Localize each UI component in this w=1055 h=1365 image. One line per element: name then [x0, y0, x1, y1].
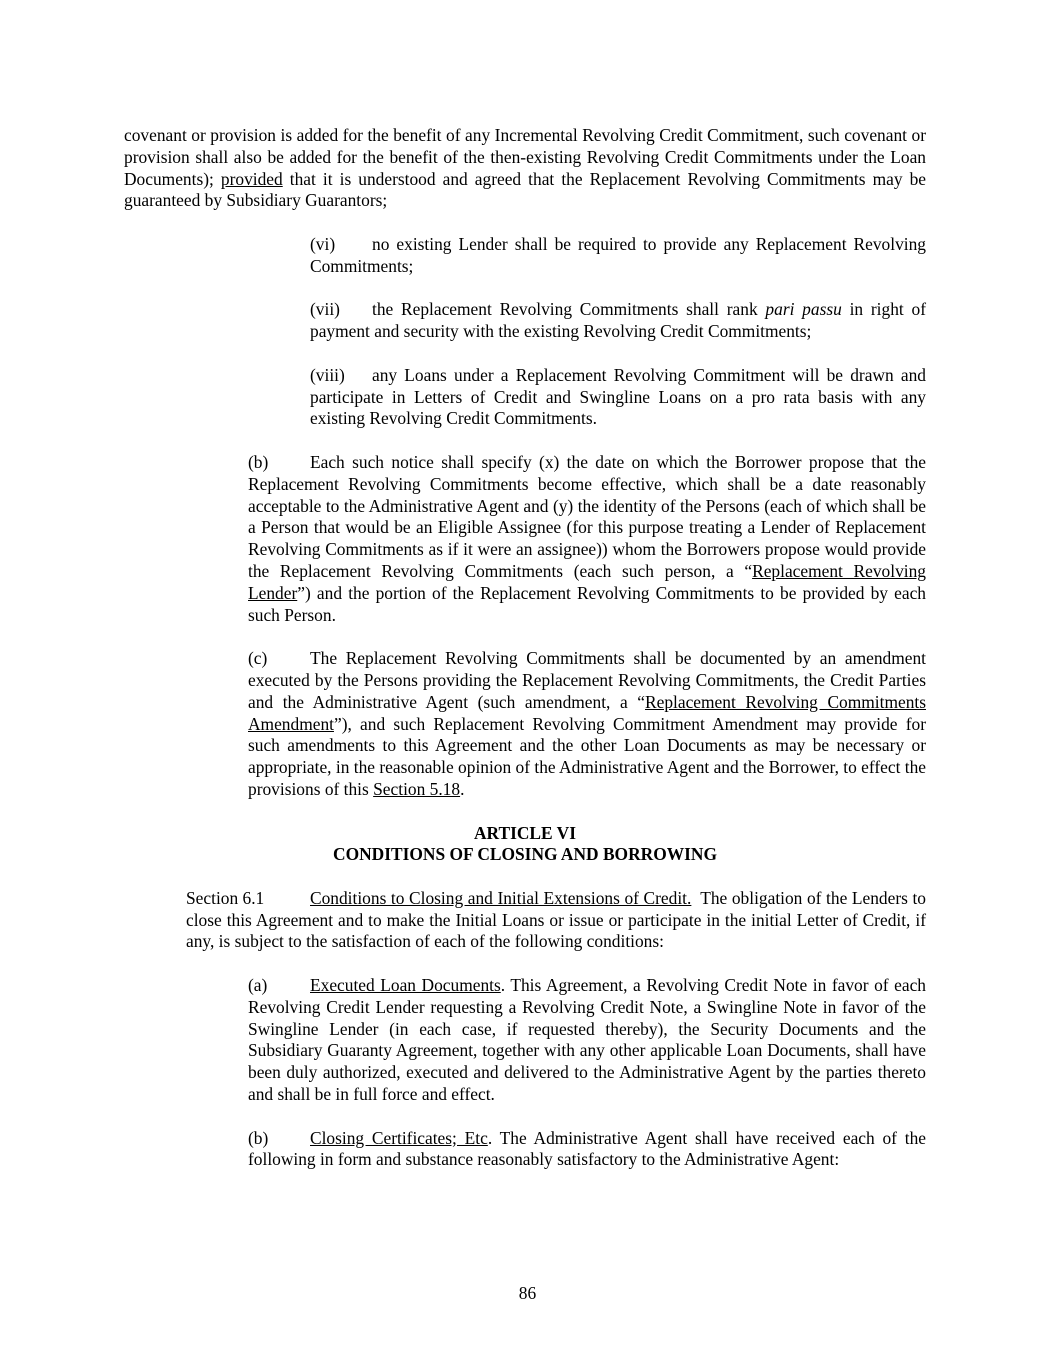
article-number: ARTICLE VI: [474, 822, 576, 843]
section-6-1: [124, 887, 931, 953]
clause-label: (vii): [310, 299, 340, 320]
paragraph-text: .: [460, 778, 465, 799]
clause-vii: [124, 299, 926, 343]
paragraph-label: (c): [248, 648, 268, 669]
paragraph-text: covenant or provision is added for the benefit of any Incremental Revolving Credit Commitment, such covenant or provision shall also be added for the benefit of the then-existing Revolving Credit Commitments under the Loan Documents);: [124, 125, 926, 189]
paragraph-text: . This Agreement, a Revolving Credit Note in favor of each Revolving Credit Lender requesting a Revolving Credit Note, a Swingline Note in favor of the Swingline Lender (in each case, if requested thereby), the Security Documents and the Subsidiary Guaranty Agreement, together with any other applicable Loan Documents, shall have been duly authorized, executed and delivered to the Administrative Agent by the parties thereto and shall be in full force and effect.: [248, 975, 926, 1105]
clause-label: (vi): [310, 233, 336, 254]
section-heading: Conditions to Closing and Initial Extensions of Credit.: [310, 887, 692, 908]
paragraph-b: [124, 452, 926, 626]
clause-text: no existing Lender shall be required to provide any Replacement Revolving Commitments;: [310, 233, 926, 276]
paragraph-text: that it is understood and agreed that the Replacement Revolving Commitments may be guaranteed by Subsidiary Guarantors;: [124, 168, 926, 211]
clause-vi: [124, 234, 926, 278]
paragraph-text: Each such notice shall specify (x) the date on which the Borrower propose that the Replacement Revolving Commitments become effective, which shall be a date reasonably acceptable to the Administrative Agent and (y) the identity of the Persons (each of which shall be a Person that would be an Eligible Assignee (for this purpose treating a Lender of Replacement Revolving Commitments as if it were an assignee)) whom the Borrowers propose would provide the Replacement Revolving Commitments (each such person, a “: [248, 451, 926, 581]
paragraph-c: [124, 648, 926, 801]
section-text: The obligation of the Lenders to close this Agreement and to make the Initial Loans or issue or participate in the initial Letter of Credit, if any, is subject to the satisfaction of each of the following conditions:: [186, 887, 931, 952]
clause-label: (viii): [310, 364, 345, 385]
section-label: Section 6.1: [186, 887, 265, 908]
paragraph-label: (a): [248, 975, 268, 996]
clause-text: the Replacement Revolving Commitments shall rank: [372, 299, 766, 320]
provided-term: provided: [220, 168, 283, 189]
article-heading: [124, 823, 926, 867]
defined-term: Replacement Revolving Commitments Amendment: [248, 691, 926, 734]
clause-viii: [124, 365, 926, 430]
page-number: 86: [518, 1283, 537, 1303]
paragraph-heading: Closing Certificates; Etc: [310, 1127, 488, 1148]
paragraph-label: (b): [248, 1127, 269, 1148]
paragraph-text: The Replacement Revolving Commitments shall be documented by an amendment executed by the Persons providing the Replacement Revolving Commitments, the Credit Parties and the Administrative Agent (such amendment, a “: [248, 648, 926, 712]
paragraph-label: (b): [248, 451, 269, 472]
clause-text: any Loans under a Replacement Revolving Commitment will be drawn and participate in Letters of Credit and Swingline Loans on a pro rata basis with any existing Revolving Credit Commitments.: [310, 364, 926, 429]
paragraph-text: . The Administrative Agent shall have received each of the following in form and substance reasonably satisfactory to the Administrative Agent:: [248, 1127, 926, 1170]
paragraph-text: ”), and such Replacement Revolving Commitment Amendment may provide for such amendments to this Agreement and the other Loan Documents as may be necessary or appropriate, in the reasonable opinion of the Administrative Agent and the Borrower, to effect the provisions of this: [248, 713, 926, 799]
paragraph-6b: [124, 1128, 926, 1172]
paragraph-6a: [124, 975, 926, 1106]
defined-term: Replacement Revolving Lender: [248, 560, 926, 603]
document-page: [124, 125, 931, 1171]
section-reference: Section 5.18: [373, 778, 461, 799]
italic-term: pari passu: [765, 299, 842, 320]
paragraph-text: ”) and the portion of the Replacement Revolving Commitments to be provided by each such Person.: [248, 582, 926, 625]
clause-text: in right of payment and security with the existing Revolving Credit Commitments;: [310, 299, 926, 342]
paragraph-heading: Executed Loan Documents: [310, 975, 501, 996]
paragraph-continuation: [124, 125, 926, 212]
article-title: CONDITIONS OF CLOSING AND BORROWING: [333, 844, 717, 865]
